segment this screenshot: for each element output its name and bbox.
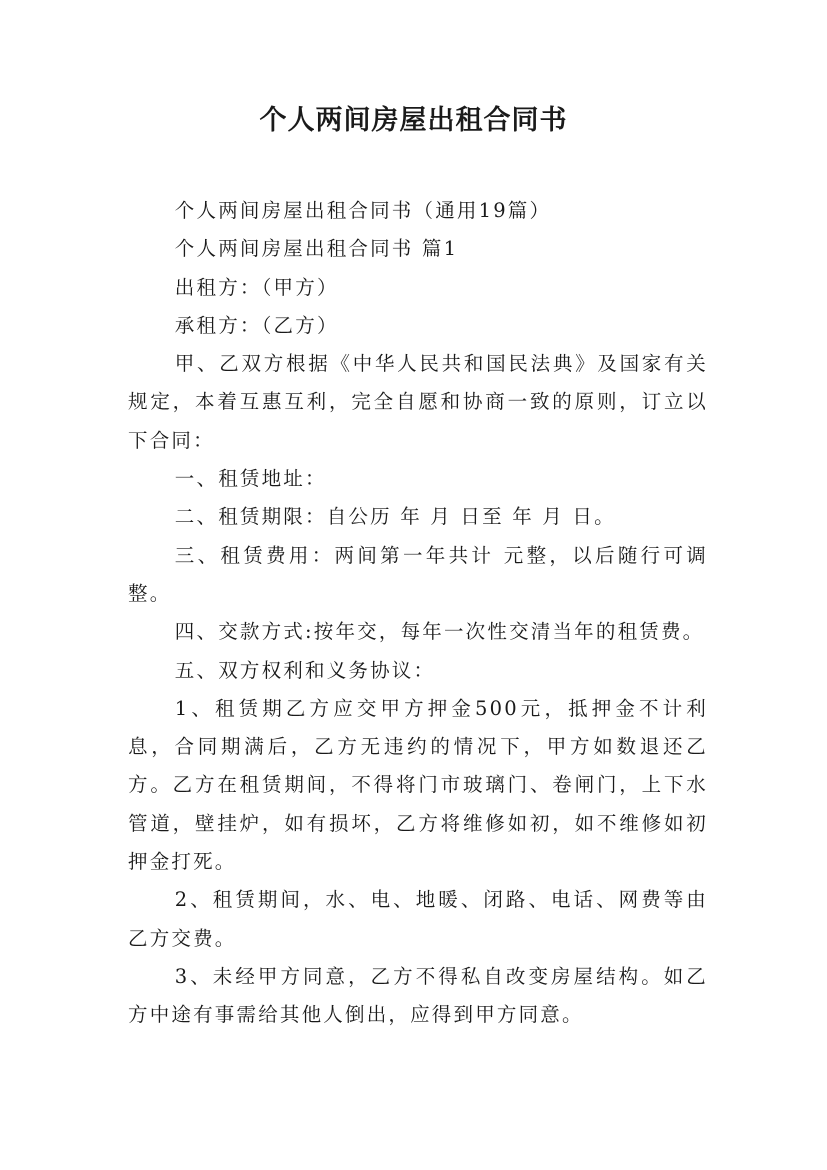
paragraph-clause-fee: 三、租赁费用：两间第一年共计 元整，以后随行可调整。	[128, 543, 708, 605]
paragraph-clause-term: 二、租赁期限：自公历 年 月 日至 年 月 日。	[174, 505, 616, 529]
paragraph-subtitle: 个人两间房屋出租合同书（通用19篇）	[174, 199, 552, 222]
paragraph-preamble: 甲、乙双方根据《中华人民共和国民法典》及国家有关规定，本着互惠互利，完全自愿和协商一致的原则，订立以下合同：	[128, 352, 708, 452]
paragraph-clause-rights: 五、双方权利和义务协议：	[174, 658, 436, 682]
paragraph-lessee: 承租方：（乙方）	[174, 313, 339, 337]
paragraph-item-structure: 3、未经甲方同意，乙方不得私自改变房屋结构。如乙方中途有事需给其他人倒出，应得到甲方同意。	[128, 964, 708, 1027]
document-title: 个人两间房屋出租合同书	[259, 105, 568, 136]
paragraph-clause-payment: 四、交款方式:按年交，每年一次性交清当年的租赁费。	[174, 620, 705, 644]
paragraph-lessor: 出租方：（甲方）	[174, 275, 339, 299]
paragraph-clause-address: 一、租赁地址：	[174, 467, 327, 491]
document-body	[128, 192, 708, 1035]
paragraph-section-heading: 个人两间房屋出租合同书 篇1	[174, 237, 459, 261]
paragraph-item-utilities: 2、租赁期间，水、电、地暖、闭路、电话、网费等由乙方交费。	[128, 888, 708, 950]
paragraph-item-deposit: 1、租赁期乙方应交甲方押金500元，抵押金不计利息，合同期满后，乙方无违约的情况下，甲方如数退还乙方。乙方在租赁期间，不得将门市玻璃门、卷闸门，上下水管道，壁挂炉，如有损坏，乙方将维修如初，如不维修如初押金打死。	[128, 696, 708, 874]
